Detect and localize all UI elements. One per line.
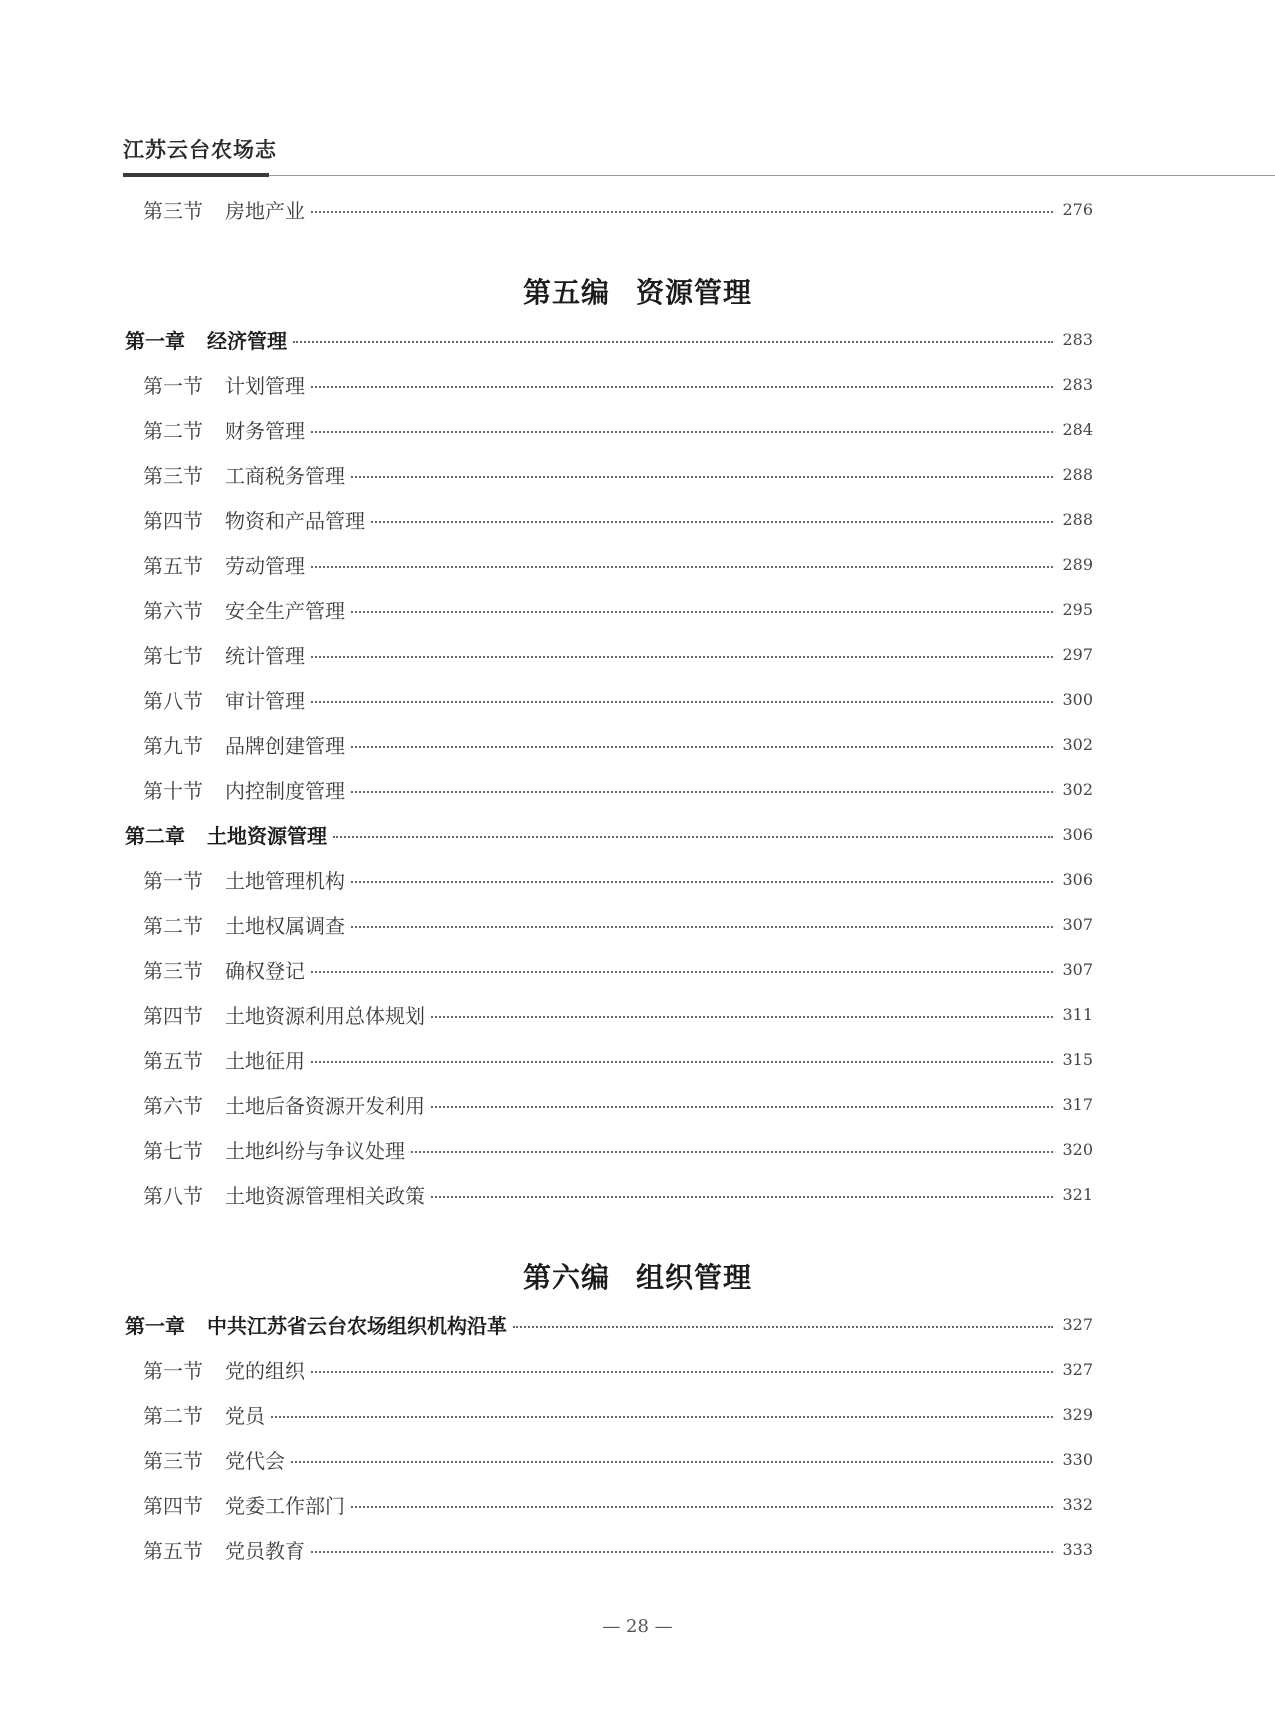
dot-leader bbox=[311, 211, 1053, 213]
section-number: 第二节 bbox=[143, 418, 203, 443]
toc-section-entry[interactable] bbox=[143, 1089, 1093, 1119]
page-ref: 306 bbox=[1062, 824, 1093, 844]
dot-leader bbox=[351, 791, 1053, 793]
page-ref: 300 bbox=[1062, 689, 1093, 709]
page-ref: 317 bbox=[1062, 1094, 1093, 1114]
part-number: 第六编 bbox=[522, 1261, 610, 1294]
page-ref: 307 bbox=[1062, 959, 1093, 979]
chapter-number: 第一章 bbox=[125, 328, 185, 353]
page-ref: 284 bbox=[1062, 419, 1093, 439]
page-ref: 327 bbox=[1062, 1314, 1093, 1334]
section-title: 党的组织 bbox=[225, 1358, 305, 1383]
toc-chapter-entry[interactable] bbox=[125, 324, 1093, 354]
section-number: 第二节 bbox=[143, 913, 203, 938]
page-ref: 306 bbox=[1062, 869, 1093, 889]
toc-section-entry[interactable] bbox=[143, 999, 1093, 1029]
dot-leader bbox=[311, 1371, 1053, 1373]
toc-section-entry[interactable] bbox=[143, 1444, 1093, 1474]
part-number: 第五编 bbox=[522, 276, 610, 309]
toc-section-entry[interactable] bbox=[143, 1399, 1093, 1429]
page-ref: 332 bbox=[1062, 1494, 1093, 1514]
section-number: 第四节 bbox=[143, 1003, 203, 1028]
section-number: 第四节 bbox=[143, 508, 203, 533]
toc-section-entry[interactable] bbox=[143, 414, 1093, 444]
dot-leader bbox=[311, 566, 1053, 568]
section-number: 第一节 bbox=[143, 1358, 203, 1383]
toc-section-entry[interactable] bbox=[143, 639, 1093, 669]
section-number: 第四节 bbox=[143, 1493, 203, 1518]
dot-leader bbox=[351, 611, 1053, 613]
section-number: 第十节 bbox=[143, 778, 203, 803]
dot-leader bbox=[351, 926, 1053, 928]
section-number: 第一节 bbox=[143, 373, 203, 398]
chapter-title: 中共江苏省云台农场组织机构沿革 bbox=[207, 1313, 507, 1338]
dot-leader bbox=[351, 881, 1053, 883]
toc-section-entry[interactable] bbox=[143, 504, 1093, 534]
section-number: 第九节 bbox=[143, 733, 203, 758]
section-title: 土地纠纷与争议处理 bbox=[225, 1138, 405, 1163]
page-ref: 283 bbox=[1062, 374, 1093, 394]
chapter-number: 第二章 bbox=[125, 823, 185, 848]
section-title: 物资和产品管理 bbox=[225, 508, 365, 533]
section-title: 劳动管理 bbox=[225, 553, 305, 578]
toc-chapter-entry[interactable] bbox=[125, 819, 1093, 849]
toc-section-entry[interactable] bbox=[143, 369, 1093, 399]
page-ref: 329 bbox=[1062, 1404, 1093, 1424]
section-title: 土地资源管理相关政策 bbox=[225, 1183, 425, 1208]
dot-leader bbox=[431, 1196, 1053, 1198]
section-title: 土地资源利用总体规划 bbox=[225, 1003, 425, 1028]
dot-leader bbox=[411, 1151, 1053, 1153]
toc-section-entry[interactable] bbox=[143, 594, 1093, 624]
dot-leader bbox=[513, 1326, 1053, 1328]
section-title: 土地征用 bbox=[225, 1048, 305, 1073]
toc-section-entry[interactable] bbox=[143, 1134, 1093, 1164]
dot-leader bbox=[293, 341, 1053, 343]
part-title: 资源管理 bbox=[636, 276, 753, 309]
page-ref: 311 bbox=[1062, 1004, 1093, 1024]
dot-leader bbox=[311, 386, 1053, 388]
section-number: 第三节 bbox=[143, 958, 203, 983]
section-number: 第八节 bbox=[143, 1183, 203, 1208]
dot-leader bbox=[351, 476, 1053, 478]
section-title: 确权登记 bbox=[225, 958, 305, 983]
chapter-title: 经济管理 bbox=[207, 328, 287, 353]
toc-section-entry[interactable] bbox=[143, 549, 1093, 579]
dot-leader bbox=[311, 971, 1053, 973]
section-title: 土地后备资源开发利用 bbox=[225, 1093, 425, 1118]
section-title: 财务管理 bbox=[225, 418, 305, 443]
toc-section-entry[interactable] bbox=[143, 774, 1093, 804]
section-number: 第五节 bbox=[143, 1048, 203, 1073]
dot-leader bbox=[311, 431, 1053, 433]
dot-leader bbox=[311, 656, 1053, 658]
toc-section-entry[interactable] bbox=[143, 1534, 1093, 1564]
toc-section-entry[interactable] bbox=[143, 459, 1093, 489]
section-number: 第六节 bbox=[143, 598, 203, 623]
page-number: — 28 — bbox=[602, 1616, 673, 1637]
section-title: 内控制度管理 bbox=[225, 778, 345, 803]
section-title: 党员 bbox=[225, 1403, 265, 1428]
page-ref: 297 bbox=[1062, 644, 1093, 664]
section-number: 第五节 bbox=[143, 553, 203, 578]
part-heading bbox=[0, 271, 1275, 311]
section-title: 工商税务管理 bbox=[225, 463, 345, 488]
section-title: 安全生产管理 bbox=[225, 598, 345, 623]
chapter-number: 第一章 bbox=[125, 1313, 185, 1338]
page-ref: 288 bbox=[1062, 509, 1093, 529]
toc-section-entry[interactable] bbox=[143, 194, 1093, 224]
page-ref: 276 bbox=[1062, 199, 1093, 219]
part-title: 组织管理 bbox=[636, 1261, 753, 1294]
page-ref: 288 bbox=[1062, 464, 1093, 484]
page-ref: 330 bbox=[1062, 1449, 1093, 1469]
page-ref: 302 bbox=[1062, 779, 1093, 799]
section-number: 第二节 bbox=[143, 1403, 203, 1428]
page-ref: 321 bbox=[1062, 1184, 1093, 1204]
page-ref: 289 bbox=[1062, 554, 1093, 574]
section-number: 第七节 bbox=[143, 1138, 203, 1163]
running-header-title: 江苏云台农场志 bbox=[123, 138, 277, 162]
section-title: 房地产业 bbox=[225, 198, 305, 223]
section-number: 第八节 bbox=[143, 688, 203, 713]
page-ref: 307 bbox=[1062, 914, 1093, 934]
toc-section-entry[interactable] bbox=[143, 1354, 1093, 1384]
toc-section-entry[interactable] bbox=[143, 1179, 1093, 1209]
section-title: 土地权属调查 bbox=[225, 913, 345, 938]
part-heading bbox=[0, 1256, 1275, 1296]
section-number: 第三节 bbox=[143, 198, 203, 223]
section-title: 统计管理 bbox=[225, 643, 305, 668]
section-title: 计划管理 bbox=[225, 373, 305, 398]
section-number: 第七节 bbox=[143, 643, 203, 668]
dot-leader bbox=[431, 1106, 1053, 1108]
page-ref: 302 bbox=[1062, 734, 1093, 754]
dot-leader bbox=[351, 746, 1053, 748]
dot-leader bbox=[291, 1461, 1053, 1463]
toc-section-entry[interactable] bbox=[143, 954, 1093, 984]
dot-leader bbox=[431, 1016, 1053, 1018]
toc-section-entry[interactable] bbox=[143, 684, 1093, 714]
section-title: 品牌创建管理 bbox=[225, 733, 345, 758]
toc-section-entry[interactable] bbox=[143, 909, 1093, 939]
chapter-title: 土地资源管理 bbox=[207, 823, 327, 848]
page-ref: 283 bbox=[1062, 329, 1093, 349]
dot-leader bbox=[371, 521, 1053, 523]
page-ref: 327 bbox=[1062, 1359, 1093, 1379]
section-title: 党员教育 bbox=[225, 1538, 305, 1563]
section-title: 党代会 bbox=[225, 1448, 285, 1473]
section-title: 党委工作部门 bbox=[225, 1493, 345, 1518]
section-number: 第六节 bbox=[143, 1093, 203, 1118]
toc-section-entry[interactable] bbox=[143, 864, 1093, 894]
toc-section-entry[interactable] bbox=[143, 729, 1093, 759]
dot-leader bbox=[333, 836, 1053, 838]
section-number: 第一节 bbox=[143, 868, 203, 893]
page-ref: 295 bbox=[1062, 599, 1093, 619]
section-number: 第三节 bbox=[143, 1448, 203, 1473]
page-ref: 315 bbox=[1062, 1049, 1093, 1069]
toc-section-entry[interactable] bbox=[143, 1489, 1093, 1519]
dot-leader bbox=[311, 1061, 1053, 1063]
section-title: 土地管理机构 bbox=[225, 868, 345, 893]
page-ref: 320 bbox=[1062, 1139, 1093, 1159]
toc-chapter-entry[interactable] bbox=[125, 1309, 1093, 1339]
section-number: 第三节 bbox=[143, 463, 203, 488]
page-ref: 333 bbox=[1062, 1539, 1093, 1559]
toc-section-entry[interactable] bbox=[143, 1044, 1093, 1074]
dot-leader bbox=[311, 701, 1053, 703]
dot-leader bbox=[351, 1506, 1053, 1508]
dot-leader bbox=[271, 1416, 1053, 1418]
dot-leader bbox=[311, 1551, 1053, 1553]
section-title: 审计管理 bbox=[225, 688, 305, 713]
section-number: 第五节 bbox=[143, 1538, 203, 1563]
